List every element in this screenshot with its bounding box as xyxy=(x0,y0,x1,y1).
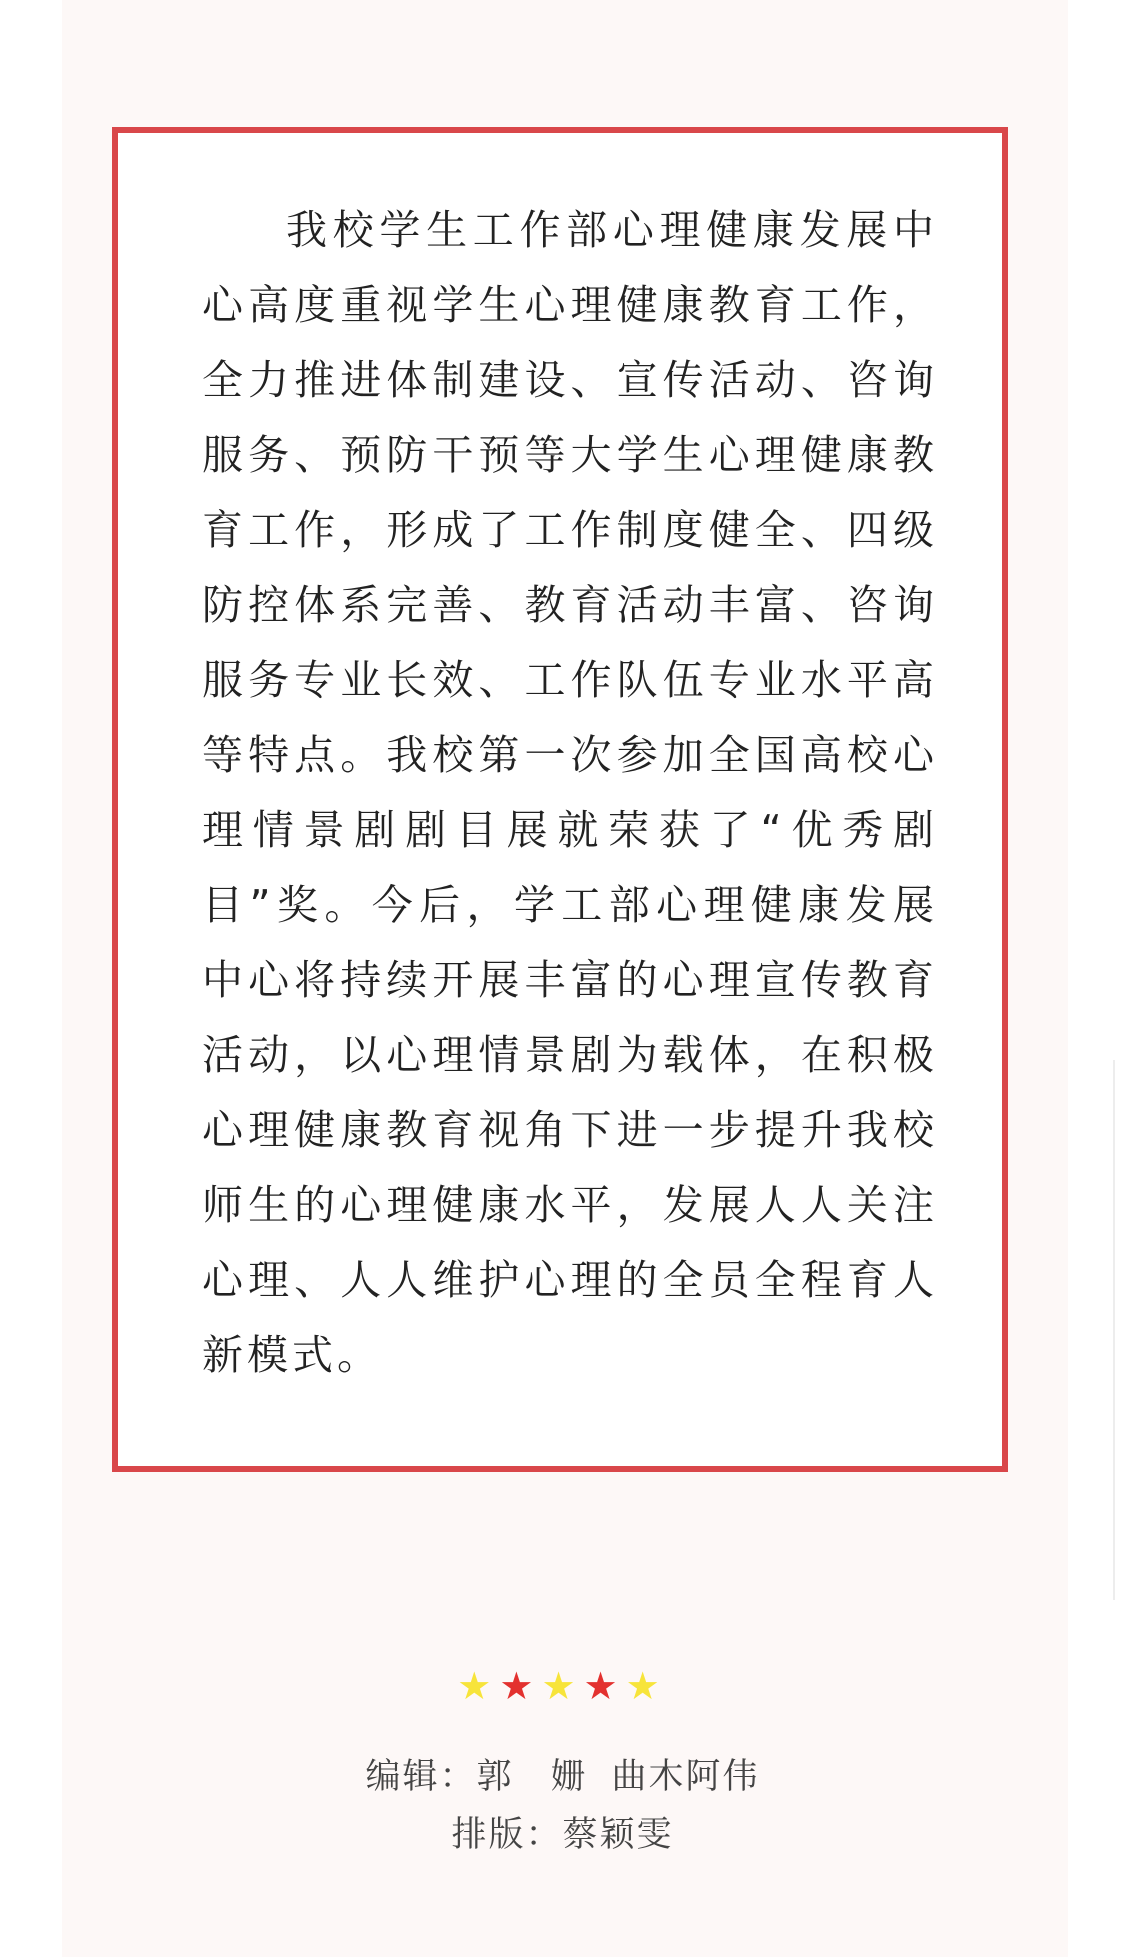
star-icon: ★ xyxy=(625,1664,668,1708)
star-icon: ★ xyxy=(583,1664,626,1708)
editor-name: 郭 姗 xyxy=(476,1757,588,1797)
star-icon: ★ xyxy=(541,1664,584,1708)
star-icon: ★ xyxy=(499,1664,542,1708)
layout-label: 排版： xyxy=(451,1815,563,1855)
editor-label: 编辑： xyxy=(365,1757,477,1797)
article-frame xyxy=(112,127,1008,1472)
star-icon: ★ xyxy=(457,1664,500,1708)
editor-name: 曲木阿伟 xyxy=(611,1757,760,1797)
editor-credit xyxy=(0,1752,1125,1802)
star-divider xyxy=(0,1662,1125,1710)
scroll-indicator xyxy=(1113,1060,1115,1600)
layout-credit xyxy=(0,1810,1125,1860)
article-paragraph: 我校学生工作部心理健康发展中心高度重视学生心理健康教育工作，全力推进体制建设、宣传活动、咨询服务、预防干预等大学生心理健康教育工作，形成了工作制度健全、四级防控体系完善、教育活动丰富、咨询服务专业长效、工作队伍专业水平高等特点。我校第一次参加全国高校心理情景剧剧目展就荣获了“优秀剧目”奖。今后，学工部心理健康发展中心将持续开展丰富的心理宣传教育活动，以心理情景剧为载体，在积极心理健康教育视角下进一步提升我校师生的心理健康水平，发展人人关注心理、人人维护心理的全员全程育人新模式。 xyxy=(202,206,938,1379)
layout-name: 蔡颖雯 xyxy=(562,1815,674,1855)
